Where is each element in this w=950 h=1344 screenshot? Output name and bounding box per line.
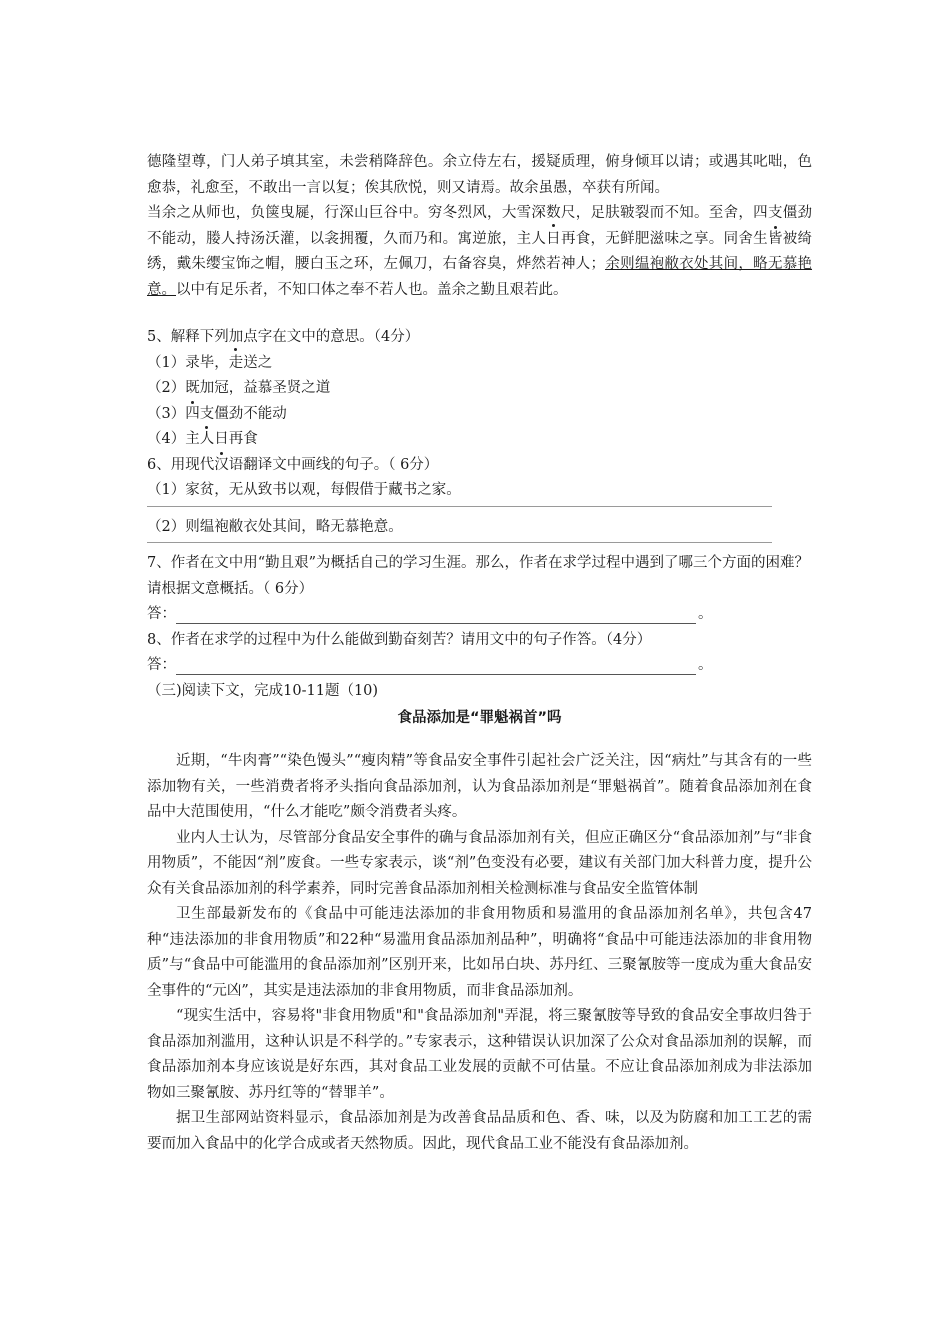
passage-text: 僵劲不能动，媵人持汤沃灌，以衾拥覆，久而乃和。寓逆旅，主人 (147, 205, 813, 247)
passage-text: 再食，无鲜肥滋味之享。同舍生皆被绮绣，戴朱缨宝饰之帽，腰白玉之环，左佩刀，右备容臭，烨然若神人； (147, 230, 812, 272)
passage-paragraph-1 (147, 150, 812, 201)
dotted-character: 日 (214, 427, 229, 453)
question-5-item-4 (147, 427, 812, 453)
item-text: 再食 (228, 431, 258, 447)
question-5-item-3 (147, 402, 812, 428)
answer-end: 。 (698, 606, 713, 622)
article-title: 食品添加是“罪魁祸首”吗 (397, 710, 562, 726)
underlined-sentence: 余则缊袍敝衣处其间，略无慕艳意。 (147, 256, 813, 298)
answer-blank[interactable] (176, 657, 696, 675)
question-6-item-2: （2）则缊袍敝衣处其间，略无慕艳意。 (147, 518, 403, 535)
question-7-answer (147, 602, 812, 628)
question-8-answer (147, 653, 812, 679)
passage-text: 当余之从师也，负箧曳屣，行深山巨谷中。穷冬烈风，大雪深数尺，足肤皲裂而不知。至舍，四 (147, 205, 768, 221)
answer-end: 。 (698, 657, 713, 673)
item-text: 加冠，益慕圣贤之道 (199, 380, 331, 396)
item-text: 僵劲不能动 (214, 405, 287, 422)
question-8-title: 8、作者在求学的过程中为什么能做到勤奋刻苦？请用文中的句子作答。（4分） (147, 631, 652, 648)
question-6-item-1: （1）家贫，无从致书以观，每假借于藏书之家。 (147, 482, 461, 498)
answer-line[interactable] (147, 542, 772, 543)
article-paragraph-3: 卫生部最新发布的《食品中可能违法添加的非食用物质和易滥用的食品添加剂名单》，共包含47种“违法添加的非食用物质”和22种“易滥用食品添加剂品种”，明确将“食品中可能违法添加的非食用物质”与“食品中可能滥用的食品添加剂”区别开来，比如吊白块、苏丹红、三聚氰胺等一度成为重大食品安全事件的“元凶”，其实是违法添加的非食用物质，而非食品添加剂。 (147, 906, 812, 999)
dotted-character: 支 (200, 402, 215, 428)
item-text: （1）录毕， (147, 354, 229, 371)
dotted-character: 日 (546, 227, 561, 253)
article-paragraph-5: 据卫生部网站资料显示，食品添加剂是为改善食品品质和色、香、味，以及为防腐和加工工艺的需要而加入食品中的化学合成或者天然物质。因此，现代食品工业不能没有食品添加剂。 (147, 1110, 812, 1152)
question-5-item-1 (147, 351, 812, 377)
passage-text: 以中有足乐者，不知口体之奉不若人也。盖余之勤且艰若此。 (176, 281, 568, 298)
answer-line[interactable] (147, 506, 772, 507)
answer-label: 答： (147, 606, 176, 622)
dotted-character: 走 (229, 351, 244, 377)
answer-blank[interactable] (176, 606, 696, 624)
item-text: （2） (147, 380, 186, 396)
dotted-character: 既 (185, 376, 200, 402)
document-page (147, 150, 812, 1157)
article-paragraph-2: 业内人士认为，尽管部分食品安全事件的确与食品添加剂有关，但应正确区分“食品添加剂”与“非食用物质”，不能因“剂”废食。一些专家表示，谈“剂”色变没有必要，建议有关部门加大科普力度，提升公众有关食品添加剂的科学素养，同时完善食品添加剂相关检测标准与食品安全监管体制 (147, 829, 812, 897)
question-7-title: 7、作者在文中用“勤且艰”为概括自己的学习生涯。那么，作者在求学过程中遇到了哪三个方面的困难？请根据文意概括。（ 6分） (147, 555, 810, 597)
question-5-item-2 (147, 376, 812, 402)
item-text: （4）主人 (147, 431, 215, 447)
passage-paragraph-2 (147, 201, 812, 303)
item-text: 送之 (243, 354, 273, 371)
question-5-title: 5、解释下列加点字在文中的意思。（4分） (147, 329, 420, 345)
question-6-title: 6、用现代汉语翻译文中画线的句子。（ 6分） (147, 456, 439, 473)
article-paragraph-4: “现实生活中，容易将"非食用物质"和"食品添加剂"弄混，将三聚氰胺等导致的食品安全事故归咎于食品添加剂滥用，这种认识是不科学的。”专家表示，这种错误认识加深了公众对食品添加剂的误解，而食品添加剂本身应该说是好东西，其对食品工业发展的贡献不可估量。不应让食品添加剂成为非法添加物如三聚氰胺、苏丹红等的“替罪羊”。 (147, 1008, 812, 1101)
section-3-intro: （三)阅读下文，完成10-11题（10) (147, 682, 379, 699)
article-paragraph-1: 近期，“牛肉膏”“染色馒头”“瘦肉精”等食品安全事件引起社会广泛关注，因“病灶”与其含有的一些添加物有关，一些消费者将矛头指向食品添加剂，认为食品添加剂是“罪魁祸首”。随着食品添加剂在食品中大范围使用，“什么才能吃”颇令消费者头疼。 (147, 753, 812, 820)
passage-text: 德隆望尊，门人弟子填其室，未尝稍降辞色。余立侍左右，援疑质理，俯身倾耳以请；或遇其叱咄，色愈恭，礼愈至，不敢出一言以复；俟其欣悦，则又请焉。故余虽愚，卒获有所闻。 (147, 154, 812, 196)
item-text: （3）四 (147, 405, 200, 422)
dotted-character: 支 (768, 201, 783, 227)
answer-label: 答： (147, 657, 176, 673)
